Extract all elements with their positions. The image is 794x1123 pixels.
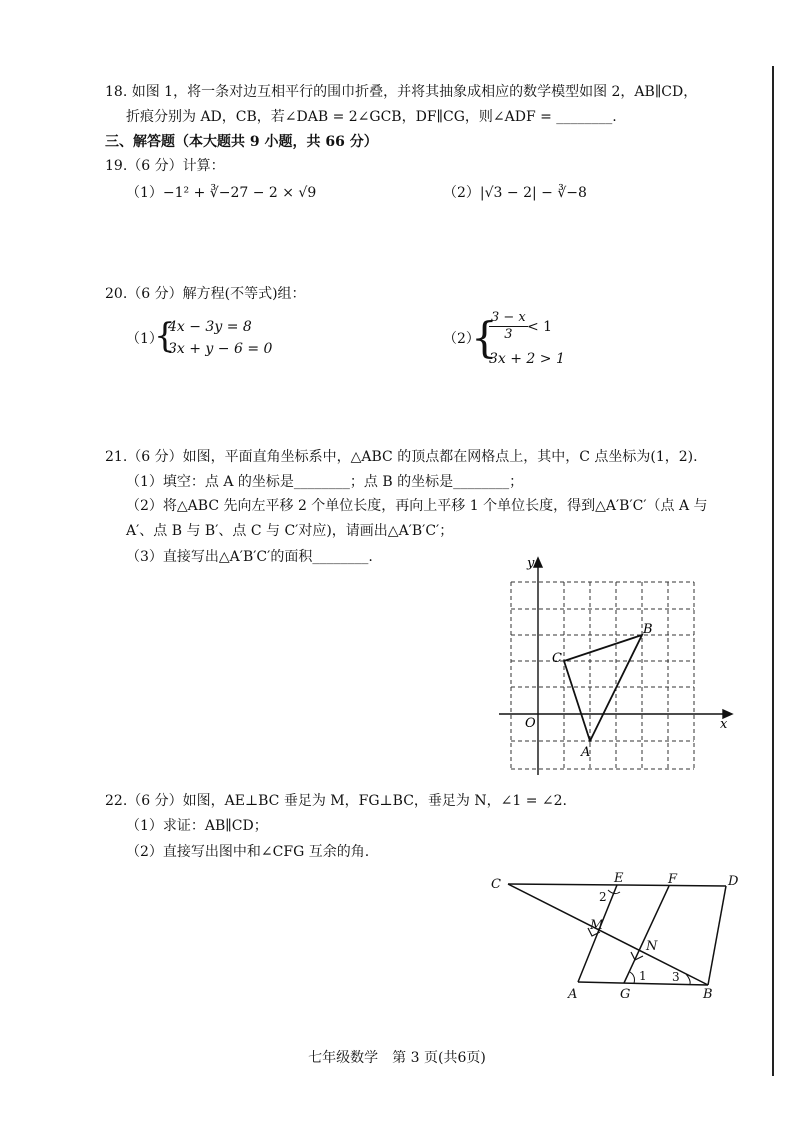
label-m: M xyxy=(590,918,604,933)
brace-icon: { xyxy=(471,313,498,362)
q20-part1-label: （1） xyxy=(126,331,163,347)
page-footer: 七年级数学 第 3 页(共6页) xyxy=(308,1050,486,1066)
x-axis-label: x xyxy=(720,717,728,732)
angle2-label: 2 xyxy=(599,890,607,904)
point-b-label: B xyxy=(643,622,653,637)
q20-part1-eq1: 4x − 3y = 8 xyxy=(168,319,252,335)
q22-line1: 22.（6 分）如图，AE⊥BC 垂足为 M，FG⊥BC，垂足为 N，∠1 = ∠2. xyxy=(105,793,567,809)
label-a: A xyxy=(568,987,578,1002)
label-g: G xyxy=(620,987,631,1002)
q20-part1-eq2: 3x + y − 6 = 0 xyxy=(168,341,273,357)
label-c: C xyxy=(491,877,501,892)
label-e: E xyxy=(614,871,624,886)
coordinate-grid-figure xyxy=(494,553,744,778)
triangle-abc xyxy=(564,635,642,741)
point-a-label: A xyxy=(581,745,591,760)
parallel-lines-figure xyxy=(486,868,746,1003)
q20-part2-denominator: 3 xyxy=(504,327,513,342)
q18-line1: 18. 如图 1，将一条对边互相平行的围巾折叠，并将其抽象成相应的数学模型如图 2，AB∥CD， xyxy=(105,84,698,100)
q19-title: 19.（6 分）计算： xyxy=(105,158,225,174)
q18-line2: 折痕分别为 AD，CB，若∠DAB = 2∠GCB，DF∥CG，则∠ADF = ________. xyxy=(126,109,617,125)
q21-line2: （1）填空：点 A 的坐标是________；点 B 的坐标是________； xyxy=(126,474,524,490)
label-n: N xyxy=(646,939,658,954)
q19-part1: （1）−1² + ∛−27 − 2 × √9 xyxy=(126,185,317,201)
y-axis-label: y xyxy=(527,556,535,571)
q21-line4: A′、点 B 与 B′、点 C 与 C′对应)，请画出△A′B′C′； xyxy=(126,523,454,539)
point-c-label: C xyxy=(552,651,562,666)
label-b: B xyxy=(703,987,713,1002)
q21-line3: （2）将△ABC 先向左平移 2 个单位长度，再向上平移 1 个单位长度，得到△A′B′C′（点 A 与 xyxy=(126,498,708,514)
origin-label: O xyxy=(525,716,536,731)
label-f: F xyxy=(668,872,678,887)
q19-part2: （2）|√3 − 2| − ∛−8 xyxy=(443,185,587,201)
right-margin-rule xyxy=(772,66,774,1076)
y-axis-arrow-icon xyxy=(534,558,542,567)
q20-part2-eq2: 3x + 2 > 1 xyxy=(489,351,565,367)
section-heading: 三、解答题（本大题共 9 小题，共 66 分） xyxy=(105,134,378,150)
q20-part2-label: （2） xyxy=(443,331,480,347)
angle1-label: 1 xyxy=(639,969,647,983)
q21-line1: 21.（6 分）如图，平面直角坐标系中，△ABC 的顶点都在网格点上，其中，C 点坐标为(1，2). xyxy=(105,449,698,465)
q21-line5: （3）直接写出△A′B′C′的面积________. xyxy=(126,549,373,565)
q22-line3: （2）直接写出图中和∠CFG 互余的角. xyxy=(126,844,370,860)
q20-title: 20.（6 分）解方程(不等式)组： xyxy=(105,286,306,302)
q22-line2: （1）求证：AB∥CD； xyxy=(126,818,268,834)
line-bd xyxy=(708,886,726,985)
figure-lines xyxy=(508,884,726,985)
q20-part2-numerator: 3 − x xyxy=(491,310,526,325)
q20-part2-fraction xyxy=(489,310,528,343)
angle1-arc xyxy=(630,972,635,983)
label-d: D xyxy=(728,874,739,889)
q20-part2-relation: < 1 xyxy=(527,319,553,335)
angle3-label: 3 xyxy=(672,970,680,984)
brace-icon: { xyxy=(154,316,176,356)
